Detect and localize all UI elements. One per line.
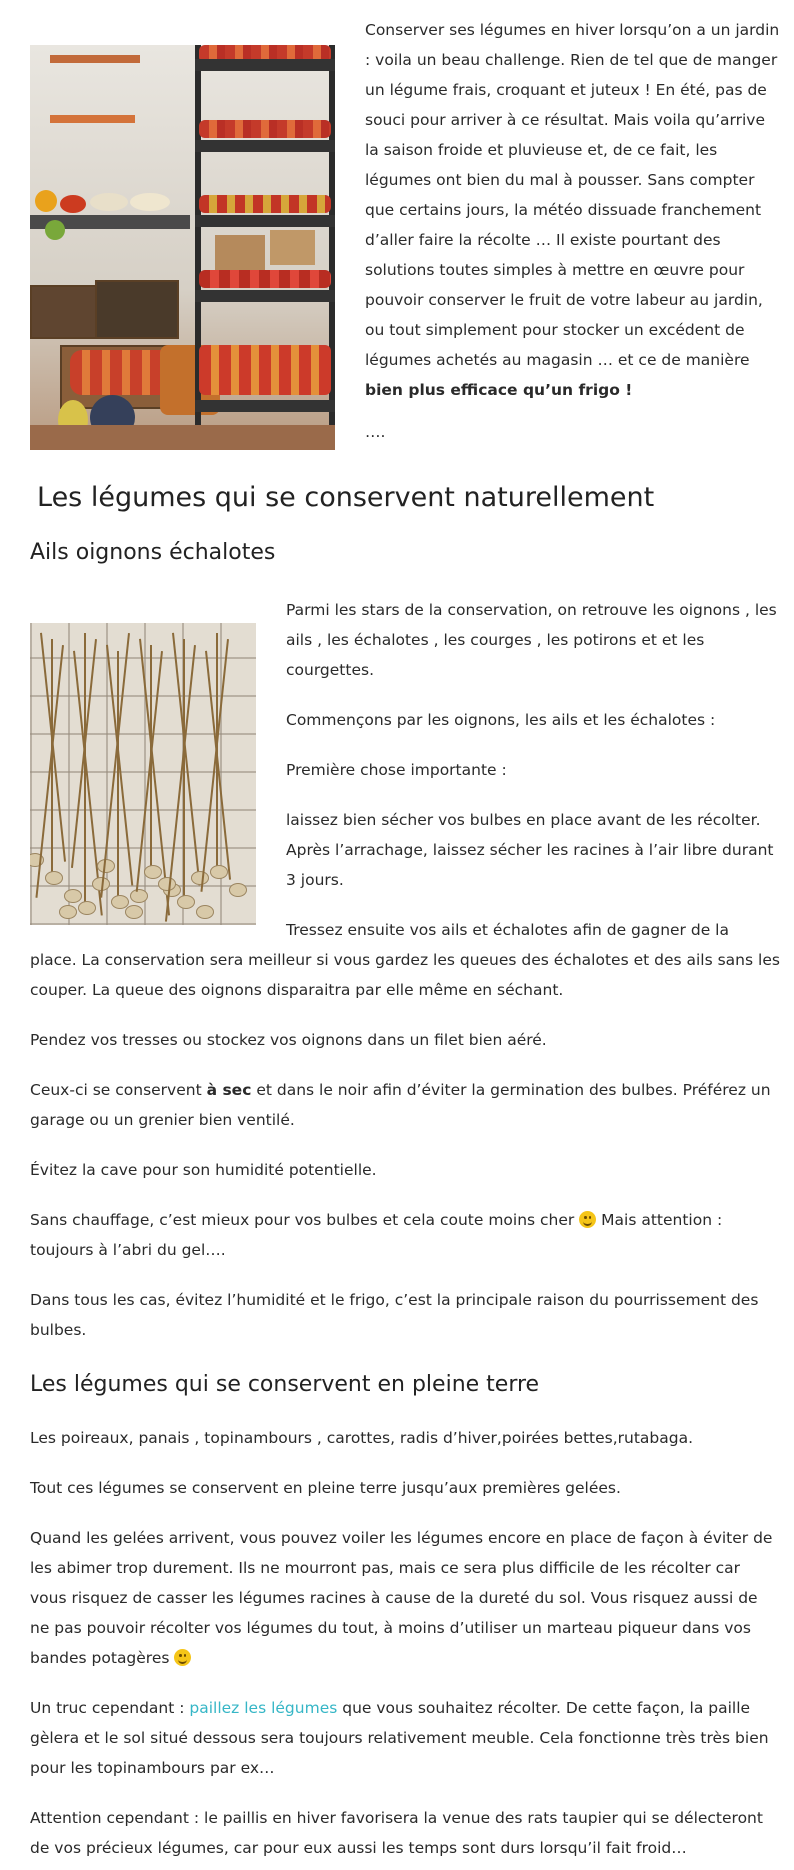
s1-paragraph-8: Évitez la cave pour son humidité potentielle. (30, 1161, 377, 1179)
s1-paragraph-2: Commençons par les oignons, les ails et les échalotes : (286, 711, 716, 729)
s2-paragraph-4: Un truc cependant : paillez les légumes que vous souhaitez récolter. De cette façon, la paille gèlera et le sol situé dessous sera toujours relativement meuble. Cela fonctionne très très bien pour les topinambours par ex… (30, 1699, 769, 1777)
s2-paragraph-1: Les poireaux, panais , topinambours , carottes, radis d’hiver,poirées bettes,rutabaga. (30, 1429, 694, 1447)
s2-paragraph-5: Attention cependant : le paillis en hiver favorisera la venue des rats taupier qui se délecteront de vos précieux légumes, car pour eux aussi les temps sont durs lorsqu’il fait froid… (30, 1809, 763, 1857)
s1-paragraph-3: Première chose importante : (286, 761, 507, 779)
intro-ellipsis: …. (365, 423, 386, 441)
intro-bold-text: bien plus efficace qu’un frigo ! (365, 381, 633, 399)
section-title-in-ground: Les légumes qui se conservent en pleine terre (30, 1372, 540, 1397)
intro-paragraph: Conserver ses légumes en hiver lorsqu’on a un jardin : voila un beau challenge. Rien de tel que de manger un légume frais, croquant et juteux ! En été, pas de souci pour arriver à ce résultat. Mais voila qu’arrive la saison froide et pluvieuse et, de ce fait, les légumes ont bien du mal à pousser. Sans compter que certains jours, la météo dissuade franchement d’aller faire la récolte … Il existe pourtant des solutions toutes simples à mettre en œuvre pour pouvoir conserver le fruit de votre labeur au jardin, ou tout simplement pour stocker un excédent de légumes achetés au magasin … et ce de manière bien plus efficace qu’un frigo ! (365, 21, 780, 399)
s1-paragraph-7: Ceux-ci se conservent à sec et dans le noir afin d’éviter la germination des bulbes. Préférez un garage ou un grenier bien ventilé. (30, 1081, 771, 1129)
s1-paragraph-1: Parmi les stars de la conservation, on retrouve les oignons , les ails , les échalotes , les courges , les potirons et et les courgettes. (286, 601, 777, 679)
s1-paragraph-4: laissez bien sécher vos bulbes en place avant de les récolter. Après l’arrachage, laissez sécher les racines à l’air libre durant 3 jours. (286, 811, 774, 889)
s1-paragraph-5: Tressez ensuite vos ails et échalotes afin de gagner de la place. La conservation sera meilleur si vous gardez les queues des échalotes et des ails sans les couper. La queue des oignons disparaitra par elle même en séchant. (30, 921, 780, 999)
s1-paragraph-9: Sans chauffage, c’est mieux pour vos bulbes et cela coute moins cher Mais attention : toujours à l’abri du gel…. (30, 1211, 723, 1259)
mulch-vegetables-link[interactable]: paillez les légumes (189, 1699, 338, 1717)
vegetable-storage-shelves-photo (30, 45, 335, 450)
section-title-natural: Les légumes qui se conservent naturellement (37, 482, 655, 513)
smiley-emoji-icon (174, 1649, 191, 1666)
s2-paragraph-3: Quand les gelées arrivent, vous pouvez voiler les légumes encore en place de façon à éviter de les abimer trop durement. Ils ne mourront pas, mais ce sera plus difficile de les récolter car vous risquez de casser les légumes racines à cause de la dureté du sol. Vous risquez aussi de ne pas pouvoir récolter vos légumes du tout, à moins d’utiliser un marteau piqueur dans vos bandes potagères (30, 1529, 773, 1667)
s2-paragraph-2: Tout ces légumes se conservent en pleine terre jusqu’aux premières gelées. (30, 1479, 621, 1497)
s1-paragraph-6: Pendez vos tresses ou stockez vos oignons dans un filet bien aéré. (30, 1031, 547, 1049)
smiley-emoji-icon (579, 1211, 596, 1228)
s1-paragraph-10: Dans tous les cas, évitez l’humidité et le frigo, c’est la principale raison du pourrissement des bulbes. (30, 1291, 759, 1339)
section-subtitle-garlic-onions: Ails oignons échalotes (30, 540, 276, 565)
